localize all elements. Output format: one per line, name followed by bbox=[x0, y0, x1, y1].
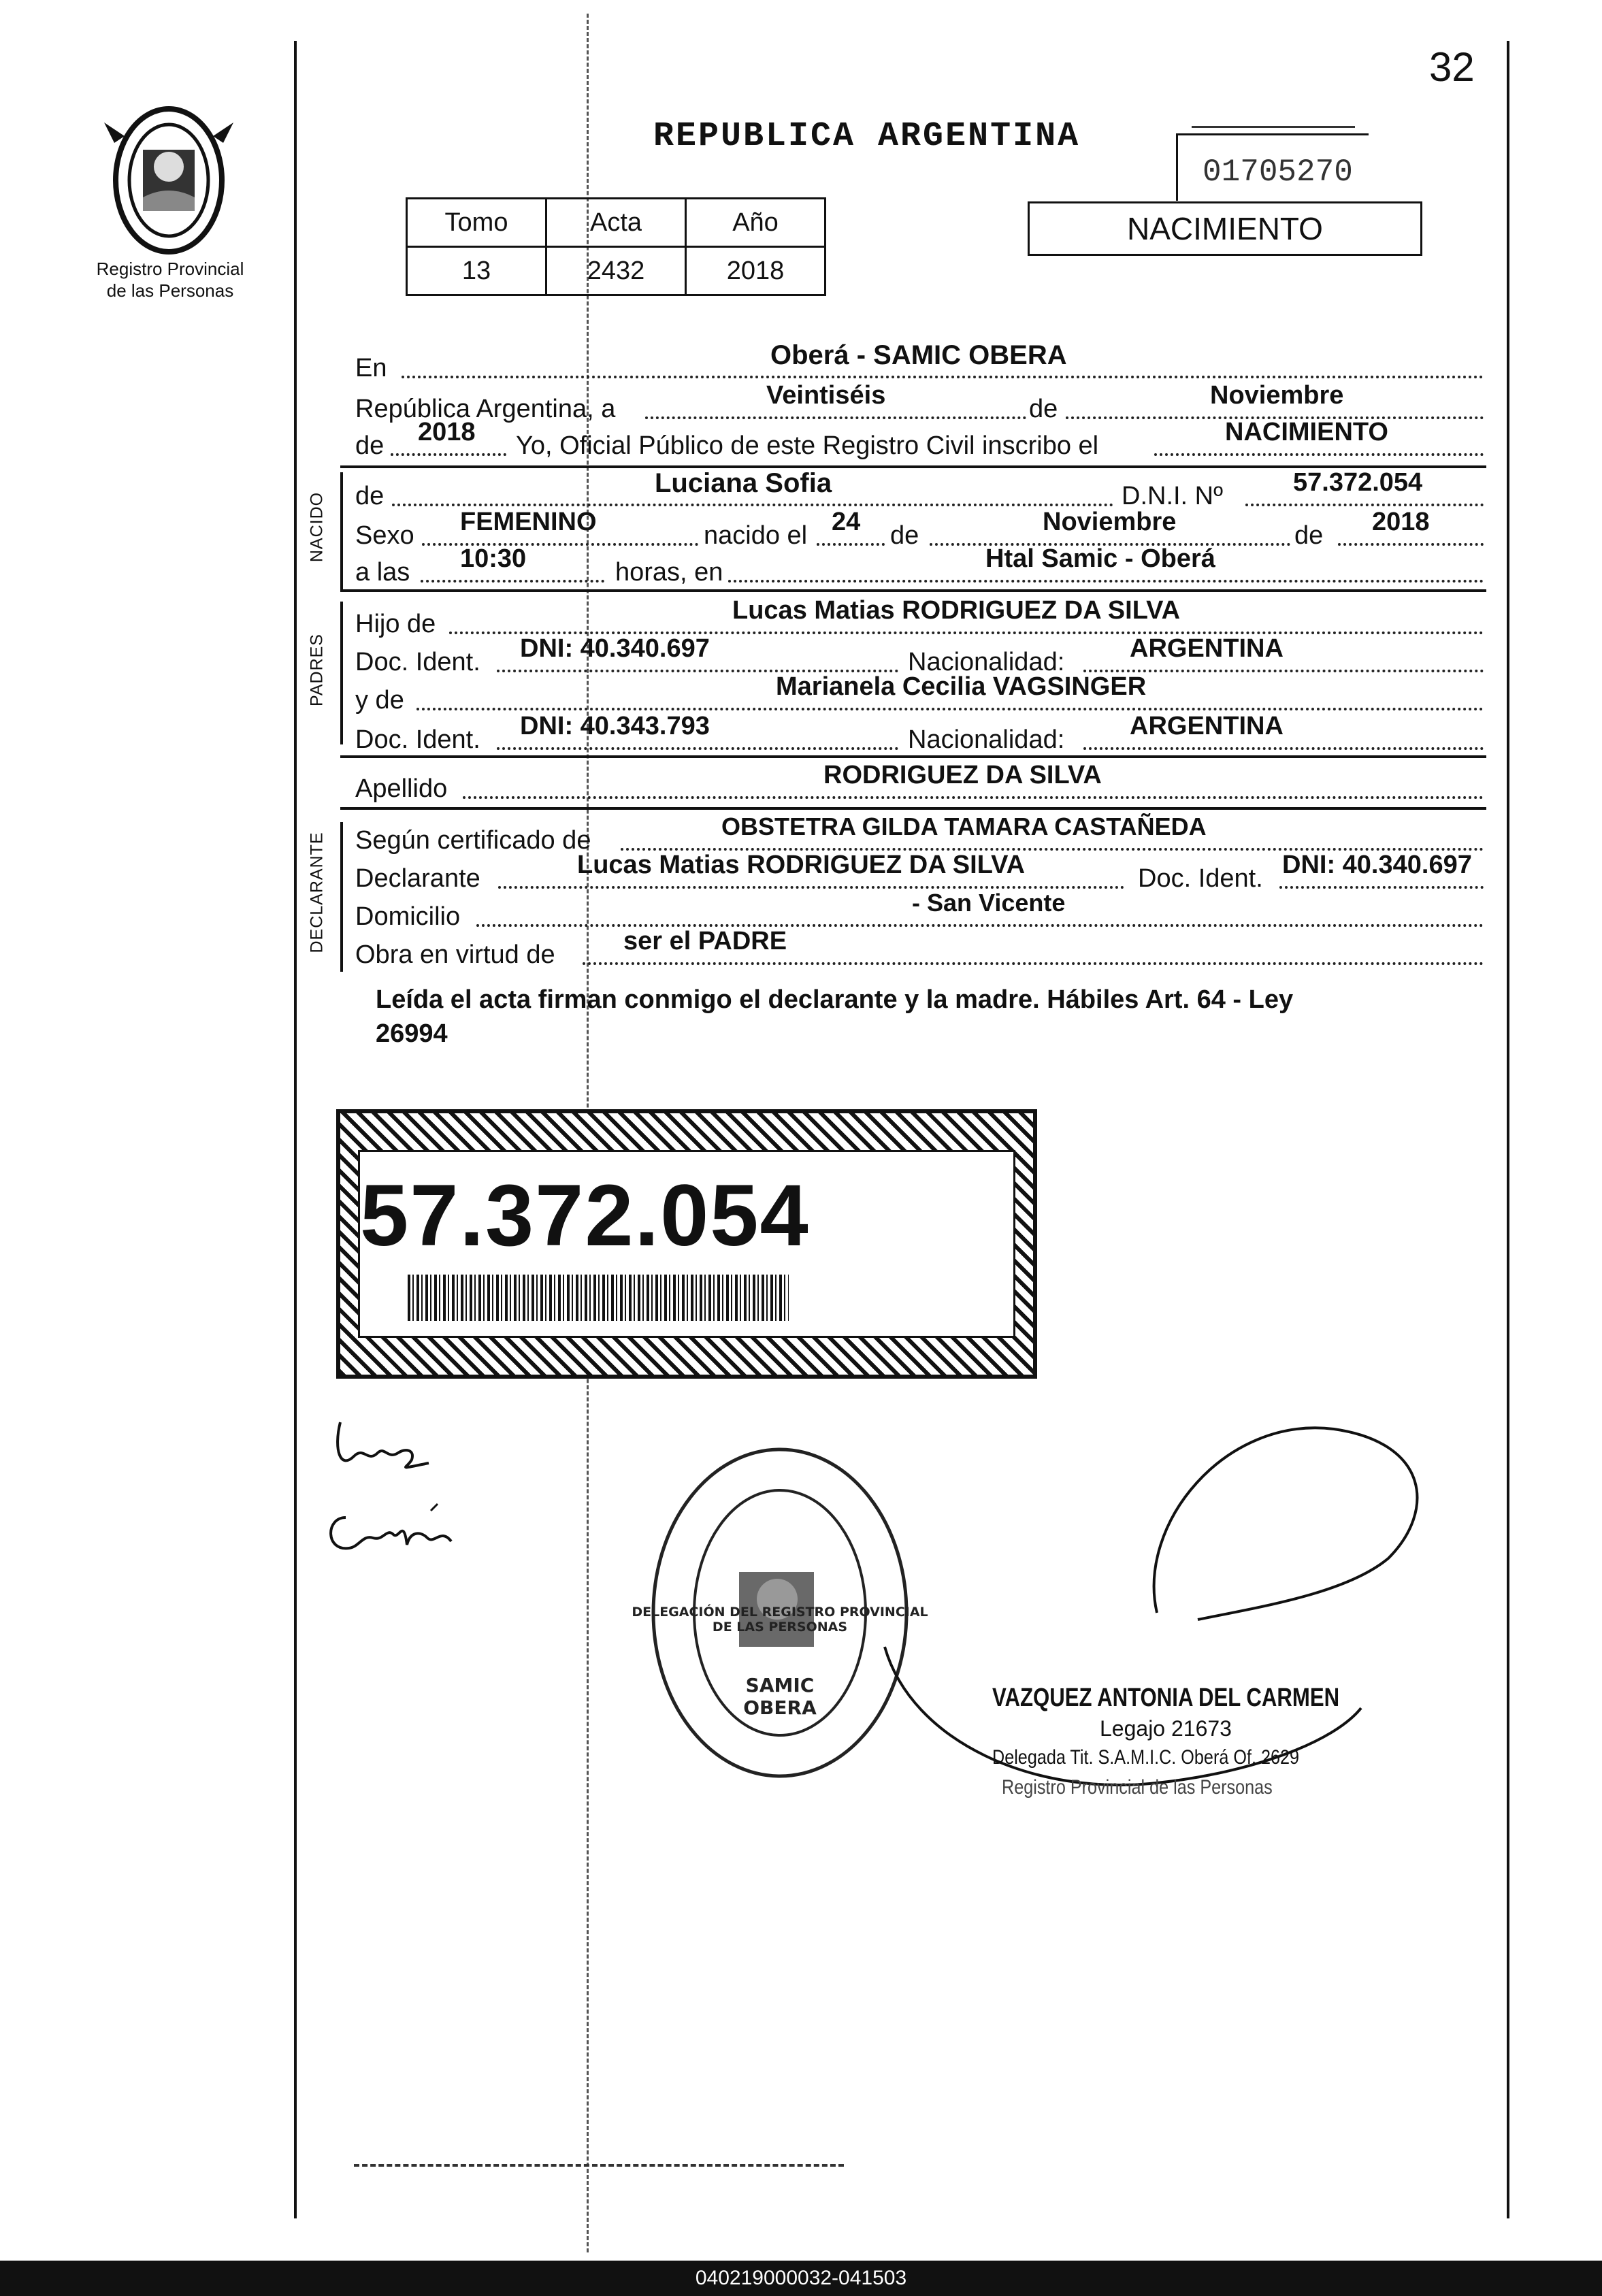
dots bbox=[1083, 747, 1484, 750]
official-legajo: Legajo 21673 bbox=[1100, 1716, 1232, 1741]
declarante-bracket bbox=[340, 822, 343, 972]
page-number: 32 bbox=[1429, 44, 1475, 90]
day-value: Veintiséis bbox=[766, 381, 886, 410]
place-value: Oberá - SAMIC OBERA bbox=[770, 340, 1067, 370]
left-margin-line bbox=[294, 41, 297, 2218]
birth-month: Noviembre bbox=[1043, 508, 1177, 536]
dots bbox=[392, 504, 1113, 506]
logo-caption-1: Registro Provincial bbox=[96, 259, 244, 279]
stamp-inner-text: SAMIC OBERA bbox=[743, 1674, 817, 1719]
section-divider bbox=[340, 807, 1486, 810]
nacido-section-label: NACIDO bbox=[307, 491, 327, 563]
dots bbox=[645, 416, 1026, 419]
year-value: 2018 bbox=[418, 418, 476, 446]
serial-number: 01705270 bbox=[1203, 154, 1353, 190]
signature-2 bbox=[318, 1497, 468, 1569]
signature-2-icon bbox=[318, 1497, 468, 1565]
de-label: de bbox=[1029, 395, 1058, 423]
id-sticker-number: 57.372.054 bbox=[360, 1167, 810, 1264]
record-table bbox=[406, 197, 826, 296]
domicilio-value: - San Vicente bbox=[912, 889, 1066, 917]
child-name: Luciana Sofia bbox=[655, 468, 832, 498]
dots bbox=[463, 796, 1484, 799]
father-name: Lucas Matias RODRIGUEZ DA SILVA bbox=[732, 596, 1181, 625]
section-divider bbox=[340, 589, 1486, 592]
hijo-de-label: Hijo de bbox=[355, 610, 436, 638]
obra-value: ser el PADRE bbox=[623, 927, 787, 955]
official-name: VAZQUEZ ANTONIA DEL CARMEN bbox=[992, 1684, 1340, 1712]
declarante-value: Lucas Matias RODRIGUEZ DA SILVA bbox=[577, 851, 1026, 879]
father-nationality-label: Nacionalidad: bbox=[908, 648, 1065, 676]
mother-name: Marianela Cecilia VAGSINGER bbox=[776, 672, 1147, 701]
dots bbox=[1338, 543, 1484, 546]
horas-label: horas, en bbox=[615, 558, 723, 587]
official-registry: Registro Provincial de las Personas bbox=[1002, 1776, 1273, 1799]
official-text: Yo, Oficial Público de este Registro Civil inscribo el bbox=[516, 431, 1099, 460]
serial-strike bbox=[1192, 126, 1355, 132]
father-doc: DNI: 40.340.697 bbox=[520, 634, 710, 663]
serial-box bbox=[1176, 133, 1369, 201]
dots bbox=[1245, 504, 1484, 506]
apellido-label: Apellido bbox=[355, 774, 448, 803]
doc-type-box: NACIMIENTO bbox=[1028, 201, 1422, 256]
apellido-value: RODRIGUEZ DA SILVA bbox=[823, 761, 1102, 789]
table-value-ano: 2018 bbox=[686, 247, 825, 295]
birth-de-label: de bbox=[890, 521, 919, 550]
dots bbox=[1279, 886, 1484, 889]
stamp-ring-text: DELEGACIÓN DEL REGISTRO PROVINCIAL DE LAS PERSONAS bbox=[632, 1605, 928, 1635]
mother-doc-label: Doc. Ident. bbox=[355, 725, 480, 754]
dots bbox=[416, 708, 1484, 710]
birth-time: 10:30 bbox=[460, 544, 527, 573]
obra-label: Obra en virtud de bbox=[355, 940, 555, 969]
footer-barcode-id: 040219000032-041503 bbox=[0, 2261, 1602, 2296]
province-seal-icon bbox=[101, 102, 237, 259]
dots bbox=[421, 580, 604, 583]
en-label: En bbox=[355, 354, 387, 382]
father-doc-label: Doc. Ident. bbox=[355, 648, 480, 676]
signature-1 bbox=[327, 1415, 442, 1480]
declarante-doc: DNI: 40.340.697 bbox=[1282, 851, 1472, 879]
dots bbox=[1154, 453, 1484, 456]
domicilio-label: Domicilio bbox=[355, 902, 461, 931]
closing-line-2: 26994 bbox=[376, 1019, 448, 1048]
closing-line-1: Leída el acta firman conmigo el declarante y la madre. Hábiles Art. 64 - Ley bbox=[376, 985, 1294, 1014]
birth-day: 24 bbox=[832, 508, 861, 536]
logo-caption-2: de las Personas bbox=[106, 280, 234, 301]
table-value-tomo: 13 bbox=[407, 247, 546, 295]
declarante-label: Declarante bbox=[355, 864, 480, 893]
nacido-de-label: de bbox=[355, 482, 385, 510]
mother-nationality-label: Nacionalidad: bbox=[908, 725, 1065, 754]
y-de-label: y de bbox=[355, 686, 404, 715]
id-sticker-barcode bbox=[408, 1275, 789, 1321]
dots bbox=[728, 580, 1484, 583]
table-value-acta: 2432 bbox=[546, 247, 686, 295]
sexo-label: Sexo bbox=[355, 521, 414, 550]
document-title: REPUBLICA ARGENTINA bbox=[653, 117, 1081, 156]
father-nationality: ARGENTINA bbox=[1130, 634, 1284, 663]
republica-label: República Argentina, a bbox=[355, 395, 616, 423]
signature-1-icon bbox=[327, 1415, 442, 1477]
table-header-acta: Acta bbox=[546, 199, 686, 247]
year-de-label: de bbox=[355, 431, 385, 460]
a-las-label: a las bbox=[355, 558, 410, 587]
declarante-section-label: DECLARANTE bbox=[307, 832, 327, 953]
dots bbox=[391, 453, 506, 456]
dots bbox=[402, 376, 1484, 378]
birth-year-de-label: de bbox=[1294, 521, 1324, 550]
right-margin-line bbox=[1507, 41, 1509, 2218]
birth-year: 2018 bbox=[1372, 508, 1430, 536]
table-header-tomo: Tomo bbox=[407, 199, 546, 247]
sexo-value: FEMENINO bbox=[460, 508, 597, 536]
province-logo bbox=[101, 102, 237, 259]
table-header-ano: Año bbox=[686, 199, 825, 247]
certificado-value: OBSTETRA GILDA TAMARA CASTAÑEDA bbox=[721, 813, 1207, 840]
padres-bracket bbox=[340, 602, 343, 744]
certificado-label: Según certificado de bbox=[355, 826, 591, 855]
mother-doc: DNI: 40.343.793 bbox=[520, 712, 710, 740]
id-sticker bbox=[336, 1109, 1037, 1379]
event-value: NACIMIENTO bbox=[1225, 418, 1388, 446]
declarante-doc-label: Doc. Ident. bbox=[1138, 864, 1263, 893]
official-role: Delegada Tit. S.A.M.I.C. Oberá Of. 2629 bbox=[992, 1746, 1300, 1769]
nacido-el-label: nacido el bbox=[704, 521, 808, 550]
birth-place: Htal Samic - Oberá bbox=[985, 544, 1215, 573]
id-sticker-inner bbox=[358, 1150, 1015, 1338]
nacido-bracket bbox=[340, 472, 343, 592]
dots bbox=[817, 543, 885, 546]
dots bbox=[583, 962, 1484, 965]
bottom-dashed-line bbox=[354, 2164, 844, 2167]
section-divider bbox=[340, 755, 1486, 758]
dni-label: D.N.I. Nº bbox=[1122, 482, 1223, 510]
dots bbox=[497, 747, 898, 750]
month-value: Noviembre bbox=[1210, 381, 1344, 410]
child-dni: 57.372.054 bbox=[1293, 468, 1423, 497]
mother-nationality: ARGENTINA bbox=[1130, 712, 1284, 740]
padres-section-label: PADRES bbox=[307, 634, 327, 706]
